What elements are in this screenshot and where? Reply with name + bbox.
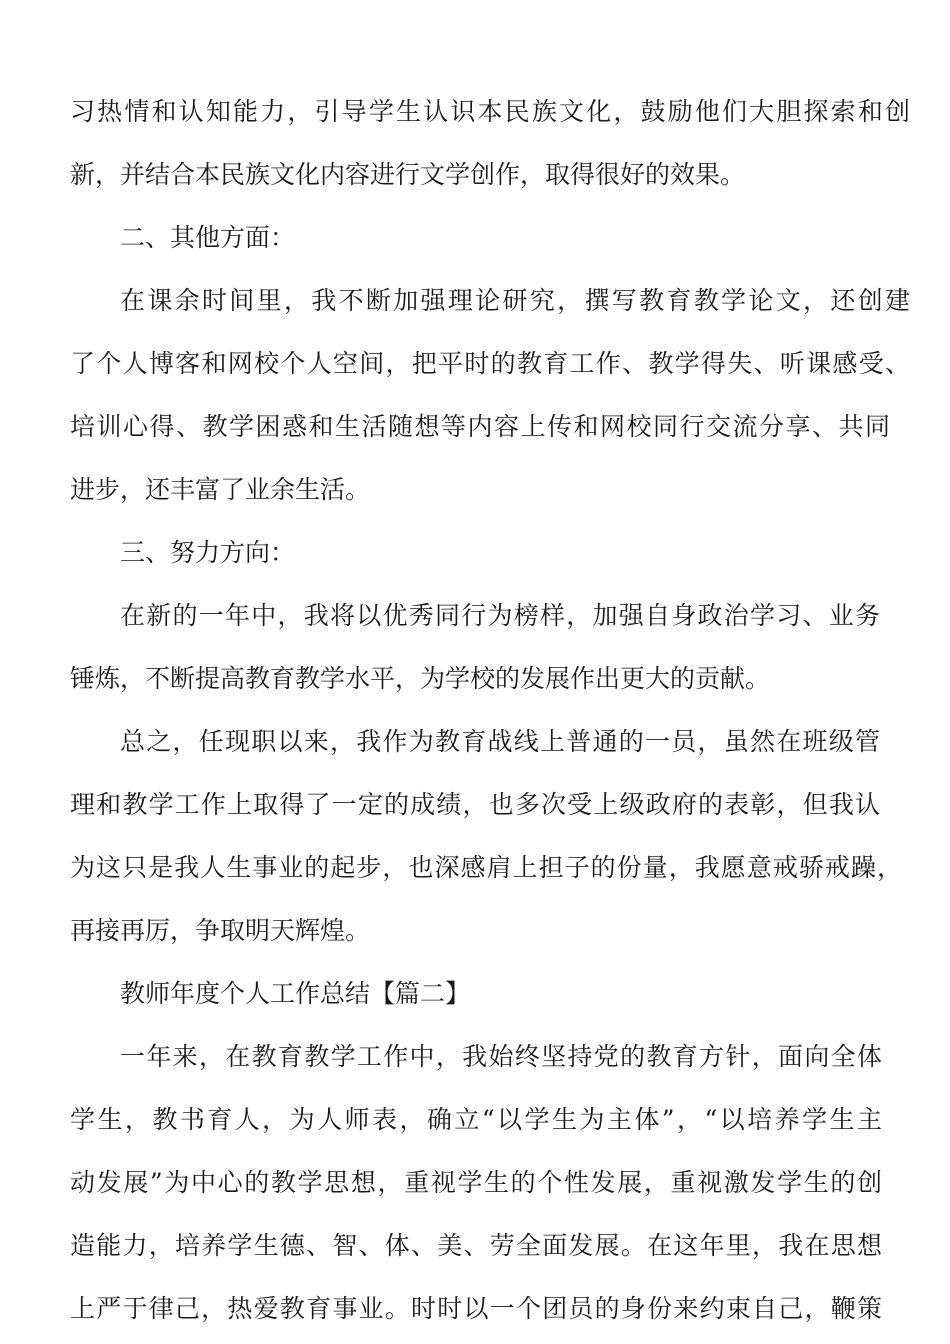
text-line: 为这只是我人生事业的起步，也深感肩上担子的份量，我愿意戒骄戒躁， [70, 853, 902, 882]
text-line: 学生，教书育人，为人师表，确立“以学生为主体”，“以培养学生主 [70, 1105, 882, 1134]
text-line: 习热情和认知能力，引导学生认识本民族文化，鼓励他们大胆探索和创 [70, 97, 910, 126]
text-line: 造能力，培养学生德、智、体、美、劳全面发展。在这年里，我在思想 [70, 1231, 882, 1260]
text-line: 上严于律己，热爱教育事业。时时以一个团员的身份来约束自己，鞭策 [70, 1294, 882, 1323]
text-line: 一年来，在教育教学工作中，我始终坚持党的教育方针，面向全体 [120, 1042, 882, 1071]
text-line: 培训心得、教学困惑和生活随想等内容上传和网校同行交流分享、共同 [70, 412, 890, 441]
text-line: 在新的一年中，我将以优秀同行为榜样，加强自身政治学习、业务 [120, 601, 880, 630]
section-heading: 三、努力方向： [120, 538, 296, 567]
text-line: 新，并结合本民族文化内容进行文学创作，取得很好的效果。 [70, 160, 746, 189]
text-line: 再接再厉，争取明天辉煌。 [70, 916, 371, 945]
text-line: 总之，任现职以来，我作为教育战线上普通的一员，虽然在班级管 [120, 727, 880, 756]
text-line: 锤炼，不断提高教育教学水平，为学校的发展作出更大的贡献。 [70, 664, 771, 693]
text-line: 理和教学工作上取得了一定的成绩，也多次受上级政府的表彰，但我认 [70, 790, 880, 819]
section-heading: 二、其他方面： [120, 223, 296, 252]
section-title: 教师年度个人工作总结【篇二】 [120, 979, 471, 1008]
text-line: 进步，还丰富了业余生活。 [70, 475, 371, 504]
text-line: 在课余时间里，我不断加强理论研究，撰写教育教学论文，还创建 [120, 286, 910, 315]
text-line: 了个人博客和网校个人空间，把平时的教育工作、教学得失、听课感受、 [70, 349, 910, 378]
text-line: 动发展”为中心的教学思想，重视学生的个性发展，重视激发学生的创 [70, 1168, 882, 1197]
